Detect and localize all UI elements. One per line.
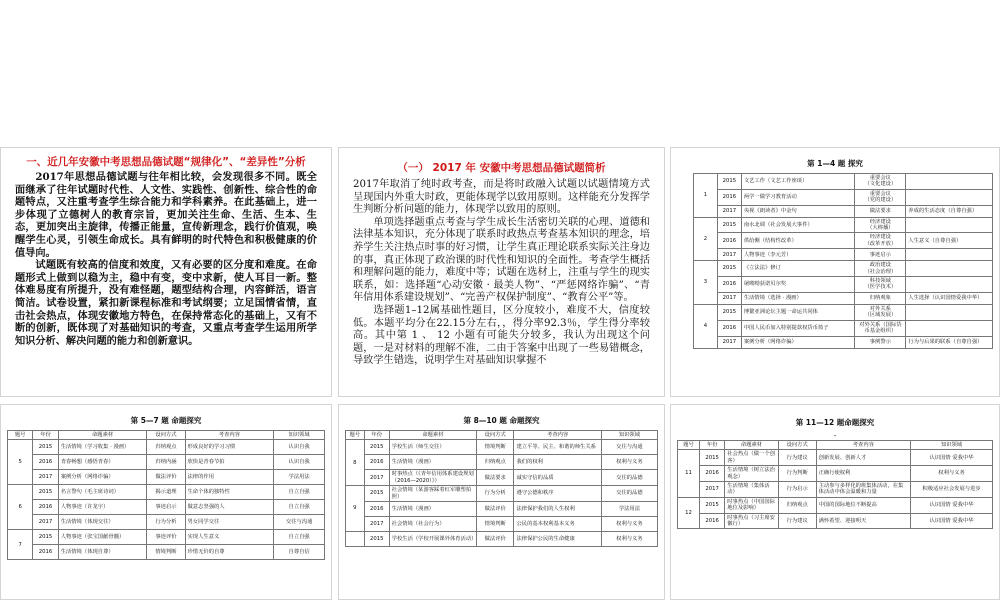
content-cell: 我们的权利 [514,455,601,470]
year-cell: 2015 [717,261,741,277]
topic-table [345,430,658,547]
year-cell: 2016 [717,277,741,293]
table-row [694,189,993,205]
category-cell: 对外关系 （区域发展） [855,304,906,320]
slide-intro [0,147,332,397]
category-cell: 事例警示 [855,336,906,348]
header-cell: 考查内容 [514,431,601,440]
content-cell: 人生意义（自尊自强） [906,233,993,249]
topic-table [677,440,993,529]
year-cell: 2015 [717,217,741,233]
domain-cell: 权利与义务 [911,466,993,482]
content-cell: 法律保护公民的生命健康 [514,532,601,547]
domain-cell: 交往与沟通 [601,440,657,455]
table-row [346,440,658,455]
question-number-cell: 9 [346,486,365,532]
material-cell: 生活情境（体现交往） [58,515,147,530]
material-cell: 人物事迹（许龙宇） [58,500,147,515]
header-cell: 设问方式 [477,431,514,440]
table-row [346,532,658,547]
material-cell: 青春畅想（感悟青春） [58,455,147,470]
question-number-cell: 12 [678,497,700,529]
year-cell: 2016 [717,320,741,336]
slide-table-5-7 [0,404,332,600]
table-row [8,515,325,530]
content-cell: 生命个体的独特性 [185,485,274,500]
question-type-cell: 归纳观点 [147,440,185,455]
question-type-cell: 行为分析 [147,515,185,530]
section-title: 一、近几年安徽中考思想品德试题“规律化”、“差异性”分析 [26,156,306,168]
question-type-cell: 行为分析 [477,486,514,502]
content-cell: 中国的国际地位不断提高 [816,497,911,513]
domain-cell: 学法用法 [601,502,657,517]
domain-cell: 交往的品德 [601,486,657,502]
body-text [339,177,664,403]
header-cell: 考查内容 [185,431,274,440]
table-row [694,336,993,348]
year-cell: 2016 [33,500,58,515]
table-row [8,470,325,485]
question-type-cell: 行为判断 [778,466,816,482]
material-cell: 人物事迹（李元芳） [741,249,855,261]
paragraph: 选择题1–12属基础性题目，区分度较小，难度不大，信度较低。本题平均分在22.15分左右，，得分率92.3％，学生得分率较高。其中第 1 、 12 小题有可能失分较多，我认为出现这个问题，一是对材料的理解不准，二由于答案中出现了一些易错概念，导致学生错选，说明学生对基础知识掌握不 [353,304,650,367]
content-cell: 人生选择（认识国情爱我中华） [906,292,993,304]
header-cell: 题号 [678,441,700,450]
question-number-cell: 7 [8,530,33,560]
material-cell: 文艺工作（文艺工作座谈） [741,174,855,190]
year-cell: 2015 [364,532,389,547]
question-type-cell: 做法评价 [147,470,185,485]
material-cell: 生活情境（选择 · 漫画） [741,292,855,304]
paragraph: 试题既有较高的信度和效度，又有必要的区分度和难度。在命题形式上做到以稳为主，稳中有变，变中求新，使人耳目一新。整体难易度有所提升，没有难怪题，题型结构合理，内容鲜活，语言简洁。试卷设置，紧扣新课程标准和考试纲要；立足国情省情，直击社会热点，体现安徽地方特色，在保持常态化的基础上，又有不断的创新，既体现了对基础知识的考查，又重点考查学生运用所学知识分析、解决问题的能力和创新意识。 [15,259,317,347]
material-cell: 案例分析（网络诈骗） [741,336,855,348]
table-row [694,217,993,233]
year-cell: 2017 [33,470,58,485]
year-cell: 2016 [33,455,58,470]
table-title: 第 1—4 题 探究 [807,159,863,168]
domain-cell: 认识国情 爱我中华 [911,497,993,513]
content-cell: 法律的作用 [185,470,274,485]
question-number-cell [346,532,365,547]
content-cell [906,320,993,336]
paragraph: 2017年思想品德试题与往年相比较，会发现很多不同。既全面继承了往年试题时代性、人文性、实践性、创新性、综合性的命题特点，又注重考查学生综合能力和学科素养。在此基础上，进一步体现了立德树人的教育宗旨，更加关注生命、生活、生本、生态，更加突出主旋律，传播正能量，宣传新理念，践行价值观，唤醒学生心灵，引领生命成长。具有鲜明的时代特色和积极健康的价值导向。 [15,171,317,259]
category-cell: 重要会议 （文化建设） [855,174,906,190]
question-number-cell: 5 [8,440,33,485]
table-row [694,277,993,293]
table-title: 第 5—7 题 命题探究 [130,416,202,425]
table-row [678,482,993,498]
content-cell: 养成的生活态度（自尊自强） [906,205,993,217]
year-cell: 2015 [717,304,741,320]
question-number-cell: 11 [678,450,700,497]
table-row [678,450,993,466]
domain-cell: 认识国情 爱我中华 [911,450,993,466]
year-cell: 2015 [717,174,741,190]
category-cell: 事迹启示 [855,249,906,261]
content-cell: 实现人生意义 [185,530,274,545]
table-row [346,502,658,517]
header-cell: 题号 [346,431,365,440]
table-header-row [346,431,658,440]
material-cell: 博鳌亚洲论坛主题一命运共同体 [741,304,855,320]
header-cell: 知识领域 [274,431,325,440]
table-row [694,233,993,249]
material-cell: 案例分析（网络诈骗） [58,470,147,485]
table-row [678,466,993,482]
question-type-cell: 揭示道理 [147,485,185,500]
content-cell: 建立平等、民主、和谐的师生关系 [514,440,601,455]
table-row [694,174,993,190]
domain-cell: 自尊自信 [274,545,325,560]
table-row [694,320,993,336]
material-cell: 学校生活（师生交往） [389,440,476,455]
table-row [8,485,325,500]
category-cell: 经济建设 （大棒播） [855,217,906,233]
paragraph: 单项选择题重点考查与学生成长生活密切关联的心理、道德和法律基本知识，充分体现了联系时政热点考查基本知识的理念，培养学生关注热点时事的好习惯，让学生真正理论联系实际关注身边的事，真正体现了政治课的时代性和知识的全面性。考查学生概括和理解问题的能力，难度中等；试题在选材上，注重与学生的现实联系，如：选择题“心动安徽 · 最美人物”、“严惩网络诈骗”、“青年信用体系建设规划”、“完善产权保护制度”、“教育公平”等。 [353,216,650,304]
content-cell: 遵守公德和秩序 [514,486,601,502]
question-type-cell: 归纳内涵 [147,455,185,470]
domain-cell: 权利与义务 [601,532,657,547]
year-cell: 2016 [364,502,389,517]
table-header-row [8,431,325,440]
category-cell: 做法要求 [855,205,906,217]
table-row [8,530,325,545]
question-number-cell: 8 [346,440,365,486]
year-cell: 2017 [364,517,389,532]
question-type-cell: 行为建议 [778,450,816,466]
header-cell: 命题素材 [725,441,779,450]
year-cell: 2016 [33,545,58,560]
table-row [8,440,325,455]
section-title: （一） 2017 年 安徽中考思想品德试题简析 [397,162,606,174]
question-type-cell: 情境判断 [147,545,185,560]
header-cell: 设问方式 [778,441,816,450]
year-cell: 2016 [364,455,389,470]
question-number-cell: 2 [694,217,718,261]
material-cell: 央视《朗读者》中金句 [741,205,855,217]
material-cell: 南水北调（社会发展大事件） [741,217,855,233]
table-row [346,455,658,470]
table-row [346,517,658,532]
content-cell [906,249,993,261]
year-cell: 2016 [700,513,725,529]
domain-cell: 自立自强 [274,500,325,515]
table-row [694,205,993,217]
question-type-cell: 情境判断 [477,517,514,532]
category-cell: 政治建设 （社会治理） [855,261,906,277]
material-cell: 人物事迹（张宝国献骨髓） [58,530,147,545]
material-cell: 生活情境（树立法治观念） [725,466,779,482]
domain-cell: 认识国情 爱我中华 [911,513,993,529]
material-cell: 中国人民币加入特别提款权货币篮子 [741,320,855,336]
question-type-cell: 做法评价 [477,502,514,517]
content-cell: 欣快是青春节拍 [185,455,274,470]
domain-cell: 自立自强 [274,530,325,545]
table-row [678,497,993,513]
category-cell: 经济建设 （改革开放） [855,233,906,249]
year-cell: 2016 [700,466,725,482]
material-cell: 学校生活（学校开展课外体育活动） [389,532,476,547]
header-cell: 命题素材 [389,431,476,440]
header-cell: 知识领域 [601,431,657,440]
question-number-cell: 4 [694,304,718,348]
slide-table-1-4 [670,147,1000,397]
year-cell: 2017 [717,249,741,261]
year-cell: 2015 [700,497,725,513]
table-row [8,545,325,560]
question-type-cell: 情境判断 [477,440,514,455]
material-cell: 两学一做学习教育活动 [741,189,855,205]
header-cell: 年份 [364,431,389,440]
material-cell: 社会情境（某游客踩着红军雕塑拍照） [389,486,476,502]
question-number-cell: 3 [694,261,718,305]
content-cell: 行为与后果的联系（自尊自强） [906,336,993,348]
lead-paragraph: 2017年取消了纯时政考查，而是将时政融入试题以试题情境方式呈现国内外重大时政，更能体现学以致用原则。这样能充分发挥学生判断分析问题的能力，体现学以致用的原则。 [353,179,650,216]
header-cell: 考查内容 [816,441,911,450]
material-cell: 社会热点（做一个创客） [725,450,779,466]
dash-mark: - [833,432,837,440]
material-cell: 时事热点（中国国际地位及影响） [725,497,779,513]
domain-cell: 权利与义务 [601,517,657,532]
slide-table-11-12 [670,404,1000,600]
year-cell: 2015 [33,530,58,545]
year-cell: 2017 [717,292,741,304]
header-cell: 年份 [33,431,58,440]
year-cell: 2017 [33,515,58,530]
content-cell: 诚实守信的品质 [514,470,601,486]
material-cell: 时事热点（习主席安徽行） [725,513,779,529]
topic-table [693,173,993,349]
material-cell: 《立法法》修订 [741,261,855,277]
table-row [8,500,325,515]
topic-table [7,430,325,560]
content-cell: 形成良好的学习习惯 [185,440,274,455]
year-cell: 2016 [717,233,741,249]
question-type-cell: 做法评价 [477,532,514,547]
material-cell: 生活情境（体现自尊） [58,545,147,560]
domain-cell: 认识自我 [274,440,325,455]
table-row [694,292,993,304]
table-row [8,455,325,470]
content-cell: 主动参与多样化的班集体活动，在集体活动中体会温暖和力量 [816,482,911,498]
content-cell [906,217,993,233]
domain-cell: 积极适应社会发展与进步 [911,482,993,498]
domain-cell: 学法用法 [274,470,325,485]
table-title: 第 8—10 题 命题探究 [463,416,540,425]
material-cell: 供给侧（结构性改革） [741,233,855,249]
content-cell [906,261,993,277]
slide-analysis [338,147,665,397]
content-cell: 正确行使权利 [816,466,911,482]
category-cell: 归纳观象 [855,292,906,304]
category-cell: 对外关系（国际货币基金组织） [855,320,906,336]
domain-cell: 权利与义务 [601,455,657,470]
content-cell: 法律保护我们的人生权利 [514,502,601,517]
question-type-cell: 归纳观点 [778,497,816,513]
material-cell: 生活情境（集体活动） [725,482,779,498]
header-cell: 知识领域 [911,441,993,450]
question-number-cell: 6 [8,485,33,530]
question-type-cell: 事迹评价 [147,530,185,545]
material-cell: 屠呦呦获诺贝尔奖 [741,277,855,293]
content-cell: 男女同学交往 [185,515,274,530]
content-cell: 公民的基本权利基本义务 [514,517,601,532]
material-cell: 生活情境（学习收集 · 漫画） [58,440,147,455]
material-cell: 生活情境（漫画） [389,502,476,517]
year-cell: 2015 [33,440,58,455]
question-type-cell: 行为启示 [778,482,816,498]
table-row [346,486,658,502]
table-row [694,304,993,320]
content-cell: 珍惜无价的自尊 [185,545,274,560]
year-cell: 2017 [717,336,741,348]
content-cell [906,189,993,205]
question-type-cell: 事迹启示 [147,500,185,515]
year-cell: 2017 [700,482,725,498]
content-cell: 做意志坚强的人 [185,500,274,515]
question-type-cell: 行为建议 [778,513,816,529]
material-cell: 时事热点（《青年信用体系建设规划（2016—2020）》） [389,470,476,486]
table-row [678,513,993,529]
year-cell: 2016 [717,189,741,205]
domain-cell: 交往的品德 [601,470,657,486]
content-cell [906,277,993,293]
category-cell: 重要会议 （党的建设） [855,189,906,205]
material-cell: 社会情境（社会行为） [389,517,476,532]
material-cell: 名言警句（毛主席诗词） [58,485,147,500]
material-cell: 生活情境（漫画） [389,455,476,470]
content-cell [906,174,993,190]
header-cell: 命题素材 [58,431,147,440]
domain-cell: 交往与沟通 [274,515,325,530]
domain-cell: 认识自我 [274,455,325,470]
category-cell: 科技领域 （医学技术） [855,277,906,293]
table-title: 第 11—12 题命题探究 [795,418,875,427]
header-cell: 题号 [8,431,33,440]
header-cell: 年份 [700,441,725,450]
year-cell: 2017 [717,205,741,217]
question-number-cell: 1 [694,174,718,218]
table-row [694,261,993,277]
year-cell: 2015 [700,450,725,466]
domain-cell: 自立自强 [274,485,325,500]
content-cell [906,304,993,320]
header-cell: 设问方式 [147,431,185,440]
content-cell: 创新发展、创新人才 [816,450,911,466]
year-cell: 2015 [364,486,389,502]
question-type-cell: 做法要求 [477,470,514,486]
table-row [694,249,993,261]
content-cell: 满怀希望、迎接明天 [816,513,911,529]
slide-table-8-10 [338,404,665,600]
body-text [1,171,331,347]
question-type-cell: 归纳观点 [477,455,514,470]
year-cell: 2015 [33,485,58,500]
year-cell: 2015 [364,440,389,455]
year-cell: 2017 [364,470,389,486]
table-header-row [678,441,993,450]
table-row [346,470,658,486]
